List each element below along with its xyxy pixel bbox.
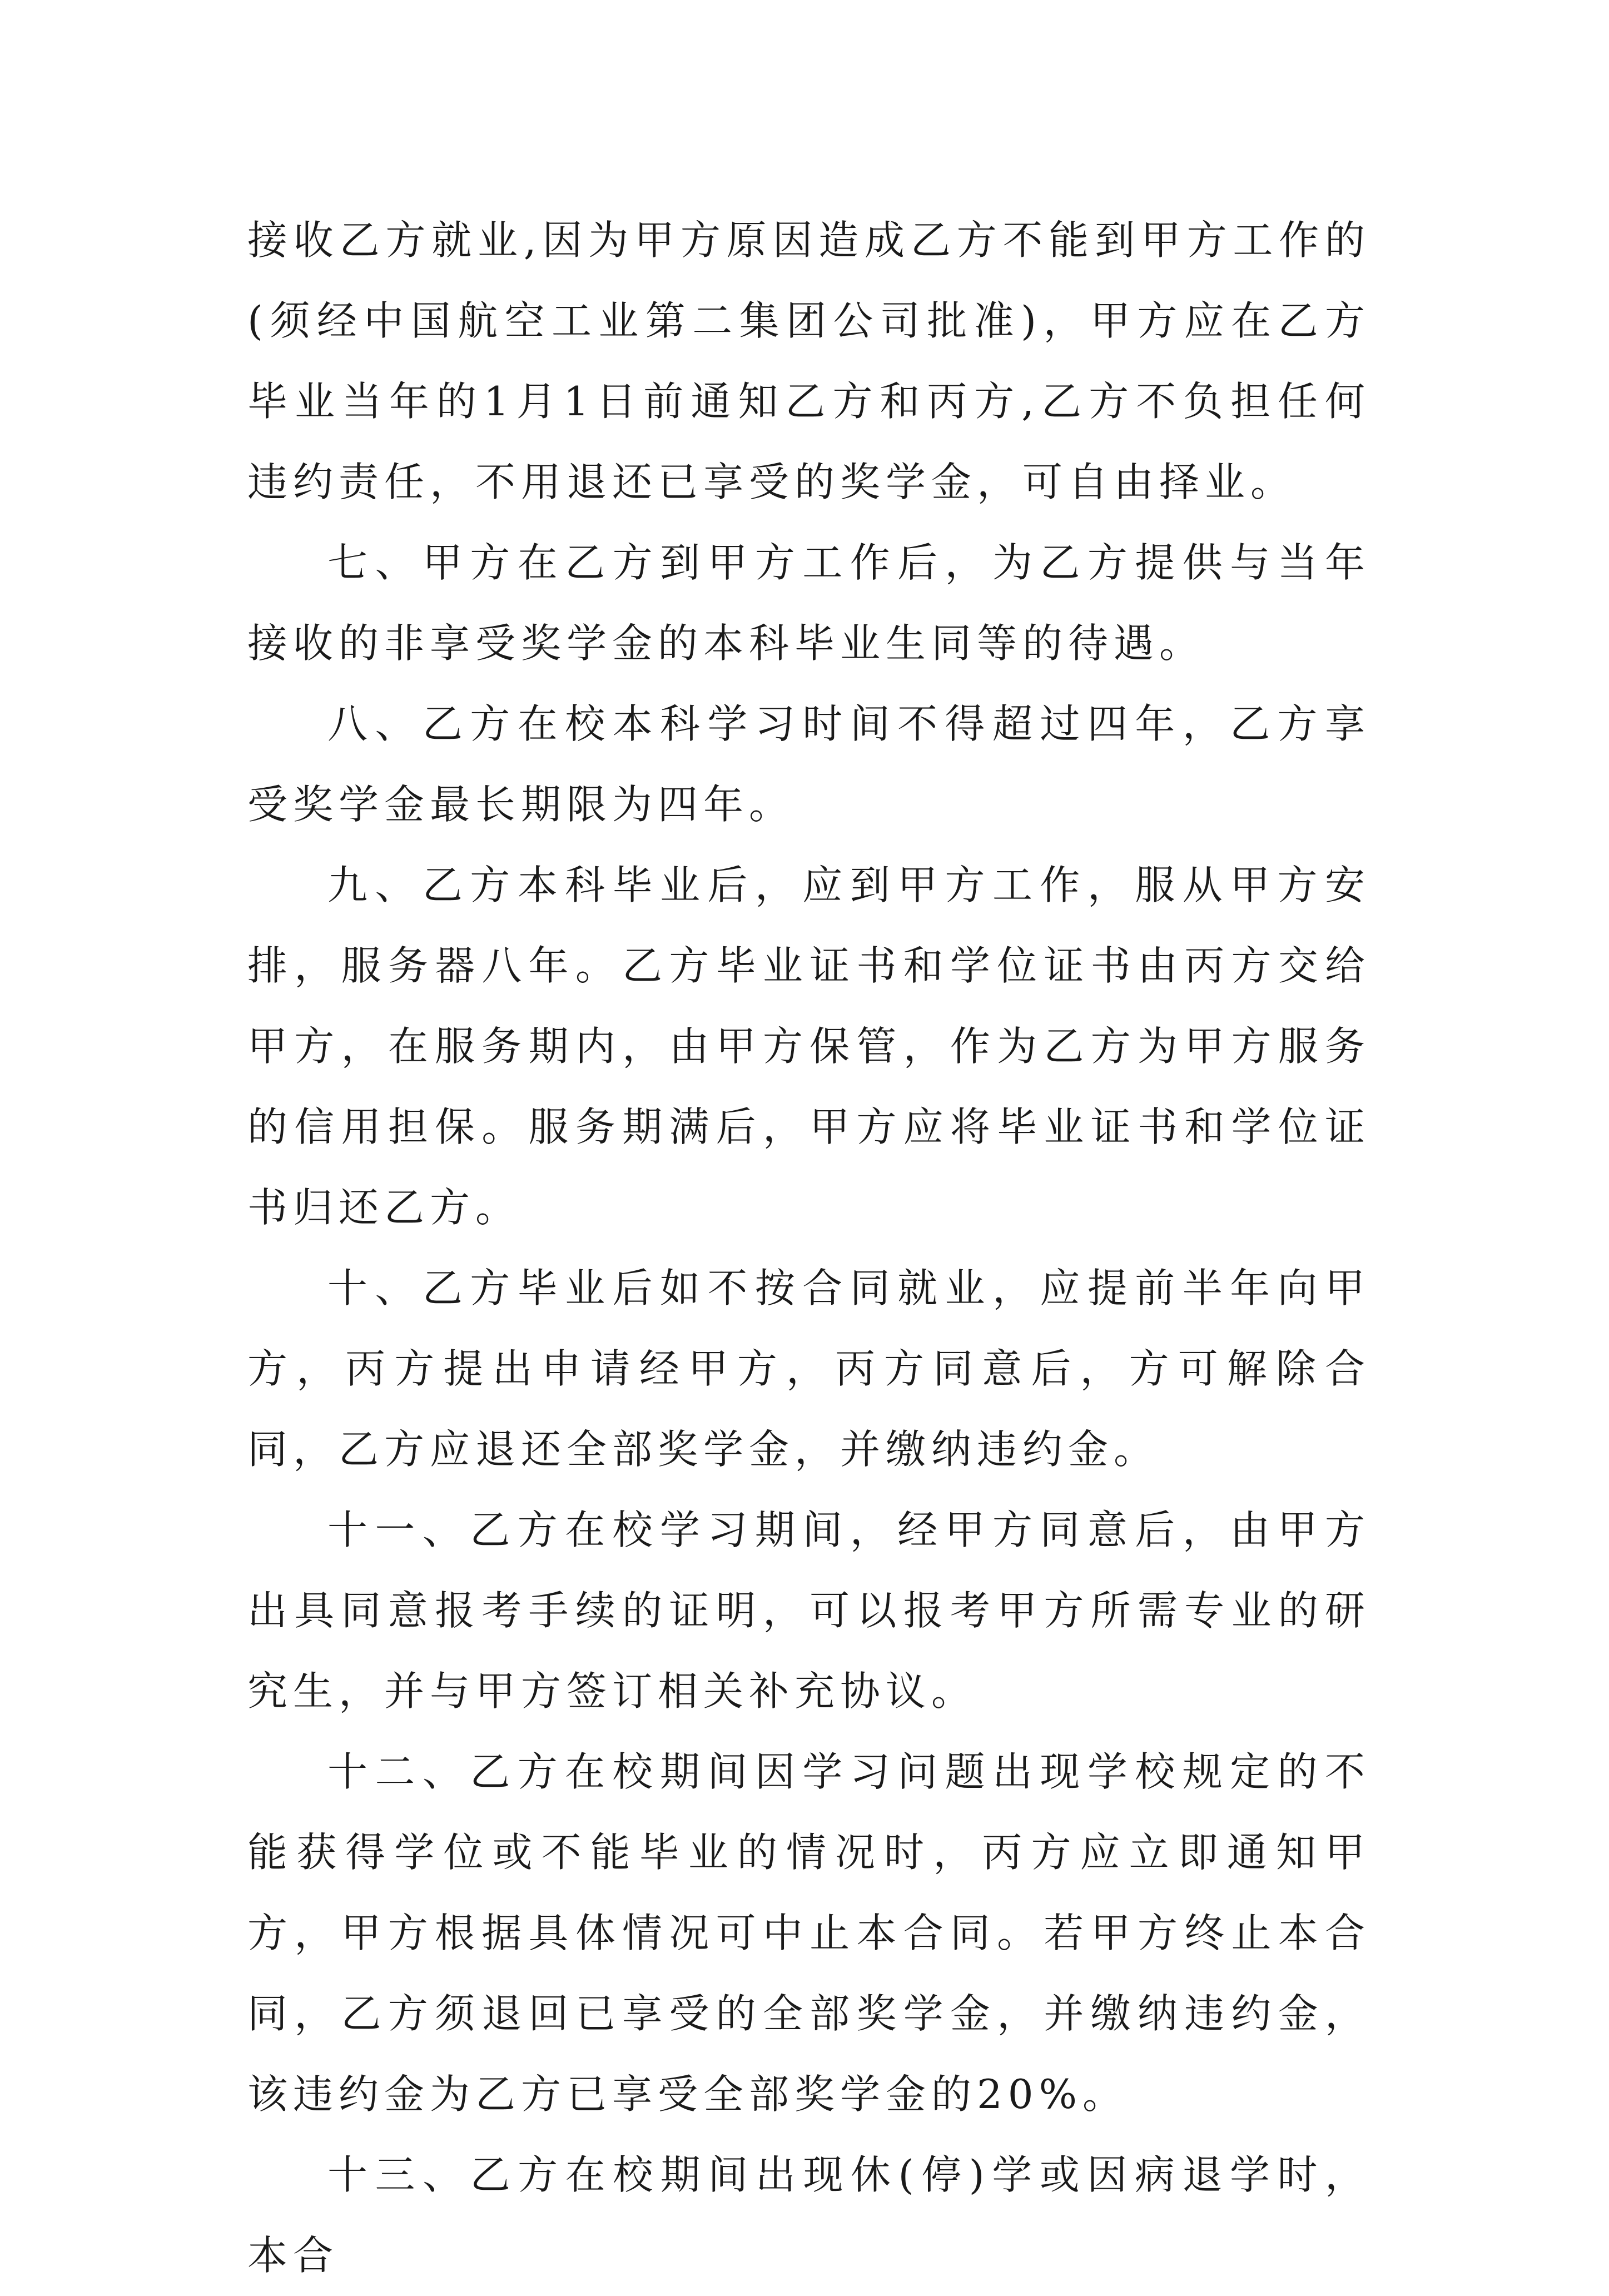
contract-body <box>247 200 1370 2296</box>
clause-8: 八、乙方在校本科学习时间不得超过四年，乙方享受奖学金最长期限为四年。 <box>247 700 1370 828</box>
clause-11: 十一、乙方在校学习期间，经甲方同意后，由甲方出具同意报考手续的证明，可以报考甲方所需专业的研究生，并与甲方签订相关补充协议。 <box>247 1507 1370 1714</box>
clause-10: 十、乙方毕业后如不按合同就业，应提前半年向甲方，丙方提出申请经甲方，丙方同意后，方可解除合同，乙方应退还全部奖学金，并缴纳违约金。 <box>247 1265 1370 1473</box>
clause-12: 十二、乙方在校期间因学习问题出现学校规定的不能获得学位或不能毕业的情况时，丙方应立即通知甲方，甲方根据具体情况可中止本合同。若甲方终止本合同，乙方须退回已享受的全部奖学金，并缴纳违约金，该违约金为乙方已享受全部奖学金的20%。 <box>247 1748 1370 2118</box>
clause-9: 九、乙方本科毕业后，应到甲方工作，服从甲方安排，服务器八年。乙方毕业证书和学位证书由丙方交给甲方，在服务期内，由甲方保管，作为乙方为甲方服务的信用担保。服务期满后，甲方应将毕业证书和学位证书归还乙方。 <box>247 862 1370 1231</box>
paragraph-continuation: 接收乙方就业,因为甲方原因造成乙方不能到甲方工作的(须经中国航空工业第二集团公司批准)，甲方应在乙方毕业当年的1月1日前通知乙方和丙方,乙方不负担任何违约责任，不用退还已享受的奖学金，可自由择业。 <box>247 217 1370 505</box>
clause-13: 十三、乙方在校期间出现休(停)学或因病退学时，本合 <box>247 2151 1370 2279</box>
clause-7: 七、甲方在乙方到甲方工作后，为乙方提供与当年接收的非享受奖学金的本科毕业生同等的待遇。 <box>247 539 1370 667</box>
